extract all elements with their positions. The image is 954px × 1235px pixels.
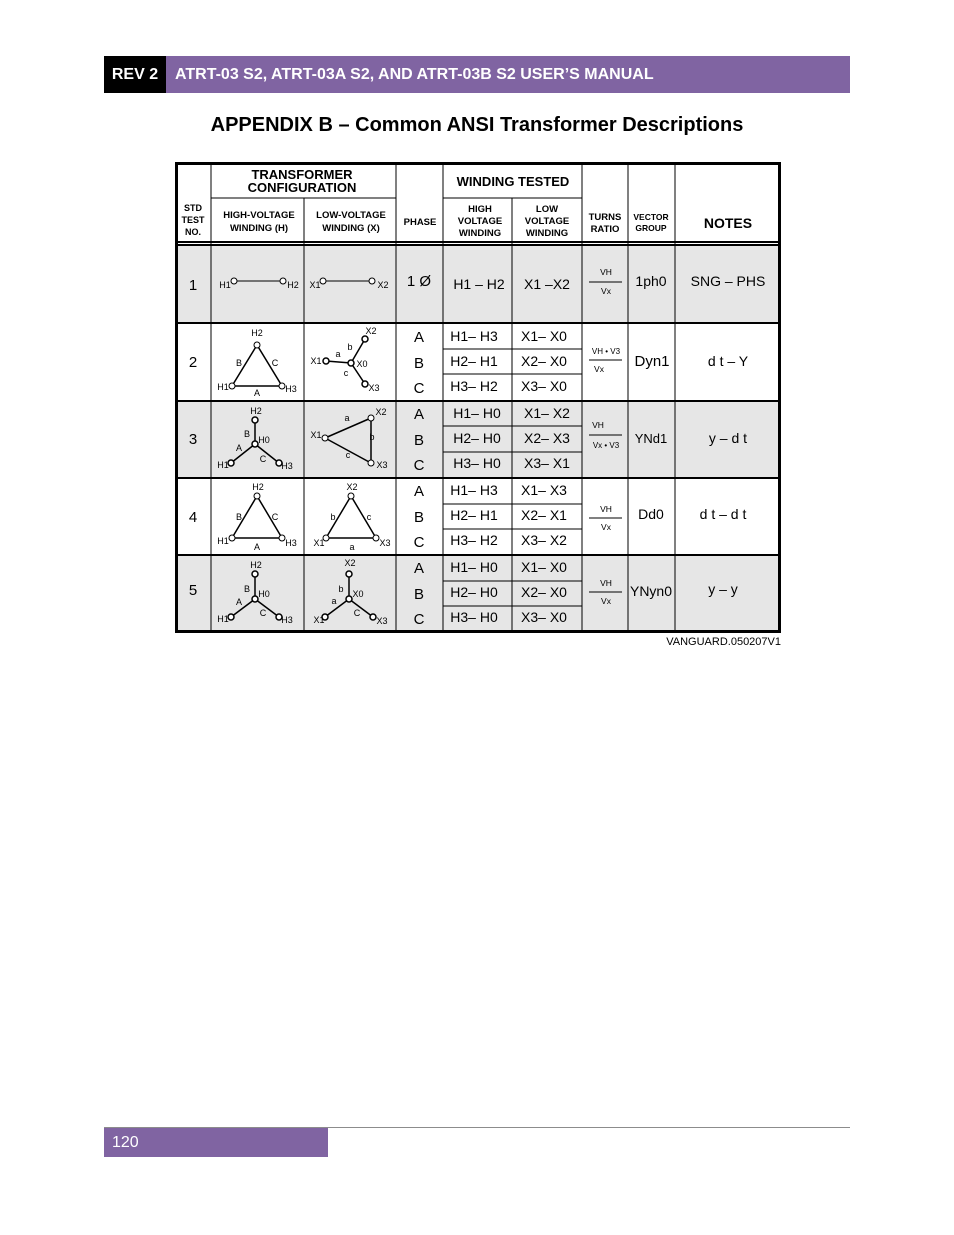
header-winding-tested: WINDING TESTED	[456, 174, 570, 189]
diagram-label: a	[349, 542, 355, 552]
diagram-label: b	[347, 342, 353, 352]
turns-ratio-numerator: VH	[592, 420, 604, 430]
header-notes: NOTES	[703, 215, 753, 231]
manual-title: ATRT-03 S2, ATRT-03A S2, AND ATRT-03B S2 USER’S MANUAL	[166, 56, 850, 93]
header-phase: PHASE	[403, 217, 437, 228]
high-winding-cell: H3– H2	[450, 378, 498, 394]
vector-group-cell: YNyn0	[629, 583, 673, 599]
diagram-label: H1	[217, 614, 229, 624]
figure-credit: VANGUARD.050207V1	[666, 636, 781, 648]
diagram-label: X1	[313, 538, 325, 548]
phase-cell: C	[413, 611, 425, 628]
diagram-label: H2	[252, 482, 264, 492]
row-number: 1	[188, 277, 198, 294]
diagram-label: A	[235, 597, 243, 607]
phase-cell: C	[413, 457, 425, 474]
high-winding-cell: H1 – H2	[453, 276, 505, 292]
turns-ratio-numerator: VH	[600, 267, 612, 277]
low-winding-cell: X1– X3	[521, 482, 567, 498]
turns-ratio-denominator: Vx • V3	[592, 441, 620, 450]
diagram-label: H1	[217, 460, 229, 470]
header-high-line3: WINDING	[458, 228, 502, 239]
diagram-label: X1	[309, 280, 321, 290]
high-winding-cell: H1– H0	[450, 559, 498, 575]
row-number: 4	[188, 509, 198, 526]
turns-ratio-numerator: VH	[600, 504, 612, 514]
diagram-label: A	[235, 443, 243, 453]
diagram-label: X3	[368, 383, 380, 393]
low-winding-cell: X2– X3	[524, 430, 570, 446]
diagram-label: B	[235, 512, 243, 522]
diagram-label: H2	[287, 280, 299, 290]
diagram-label: b	[338, 584, 344, 594]
notes-cell: y – d t	[708, 430, 748, 446]
diagram-label: X2	[377, 280, 389, 290]
page-header	[104, 56, 850, 93]
high-winding-cell: H2– H0	[453, 430, 501, 446]
diagram-label: A	[253, 388, 261, 398]
low-winding-cell: X1– X2	[524, 405, 570, 421]
header-high-line1: HIGH	[468, 204, 492, 215]
diagram-label: B	[235, 358, 243, 368]
header-low-line2: VOLTAGE	[524, 216, 570, 227]
diagram-label: H1	[217, 536, 229, 546]
diagram-label: b	[330, 512, 336, 522]
diagram-label: H2	[250, 560, 262, 570]
diagram-label: a	[335, 349, 341, 359]
diagram-label: a	[331, 596, 337, 606]
turns-ratio-numerator: VH • V3	[591, 347, 621, 356]
turns-ratio-numerator: VH	[600, 578, 612, 588]
high-winding-cell: H1– H0	[453, 405, 501, 421]
diagram-label: B	[243, 584, 251, 594]
header-hv-line2: WINDING (H)	[229, 223, 289, 234]
header-hv-line1: HIGH-VOLTAGE	[223, 210, 295, 221]
phase-cell: B	[413, 432, 425, 449]
diagram-label: b	[369, 432, 375, 442]
diagram-label: A	[253, 542, 261, 552]
diagram-label: X3	[379, 538, 391, 548]
diagram-label: X0	[356, 359, 368, 369]
hv-winding-diagram	[217, 328, 297, 398]
diagram-label: X1	[310, 430, 322, 440]
diagram-label: C	[271, 512, 279, 522]
diagram-label: C	[259, 454, 267, 464]
phase-cell: 1 Ø	[406, 273, 432, 290]
low-winding-cell: X3– X0	[521, 609, 567, 625]
table-row	[189, 326, 749, 398]
diagram-label: X1	[313, 615, 325, 625]
diagram-label: X0	[352, 589, 364, 599]
diagram-label: H2	[250, 406, 262, 416]
diagram-label: H1	[219, 280, 231, 290]
turns-ratio-denominator: Vx	[601, 286, 611, 296]
header-std-line1: STD	[184, 203, 202, 213]
diagram-label: H2	[251, 328, 263, 338]
diagram-label: X2	[346, 482, 358, 492]
diagram-label: B	[243, 429, 251, 439]
diagram-label: H0	[258, 435, 270, 445]
low-winding-cell: X3– X1	[524, 455, 570, 471]
notes-cell: d t – d t	[699, 506, 747, 522]
diagram-label: C	[353, 608, 361, 618]
diagram-label: C	[271, 358, 279, 368]
table-row	[189, 482, 747, 552]
high-winding-cell: H2– H0	[450, 584, 498, 600]
header-lv-line1: LOW-VOLTAGE	[316, 210, 386, 221]
phase-cell: A	[413, 483, 425, 500]
row-number: 2	[188, 354, 198, 371]
hv-winding-diagram	[217, 482, 297, 552]
header-vector-line1: VECTOR	[633, 212, 669, 222]
page-number: 120	[104, 1128, 328, 1157]
turns-ratio-denominator: Vx	[601, 596, 611, 606]
vector-group-cell: 1ph0	[635, 273, 667, 289]
diagram-label: H3	[285, 384, 297, 394]
diagram-label: H3	[281, 615, 293, 625]
phase-cell: C	[413, 534, 425, 551]
header-vector-line2: GROUP	[635, 223, 667, 233]
high-winding-cell: H2– H1	[450, 353, 498, 369]
page-title: APPENDIX B – Common ANSI Transformer Descriptions	[210, 114, 744, 136]
diagram-label: X1	[310, 356, 322, 366]
low-winding-cell: X3– X0	[521, 378, 567, 394]
vector-group-cell: Dd0	[638, 506, 664, 522]
phase-cell: A	[413, 560, 425, 577]
low-winding-cell: X1– X0	[521, 328, 567, 344]
phase-cell: C	[413, 380, 425, 397]
header-config-line1: TRANSFORMER	[251, 167, 353, 182]
row-number: 5	[188, 582, 198, 599]
diagram-label: X3	[376, 616, 388, 626]
phase-cell: B	[413, 355, 425, 372]
header-high-line2: VOLTAGE	[457, 216, 503, 227]
header-lv-line2: WINDING (X)	[322, 223, 380, 234]
diagram-label: a	[344, 413, 350, 423]
low-winding-cell: X1 –X2	[524, 276, 570, 292]
ansi-transformer-table	[175, 162, 781, 633]
diagram-label: H3	[285, 538, 297, 548]
phase-cell: A	[413, 329, 425, 346]
lv-winding-diagram	[310, 326, 379, 393]
low-winding-cell: X2– X0	[521, 353, 567, 369]
row-number: 3	[188, 431, 198, 448]
diagram-label: c	[343, 368, 349, 378]
high-winding-cell: H1– H3	[450, 328, 498, 344]
low-winding-cell: X1– X0	[521, 559, 567, 575]
phase-cell: A	[413, 406, 425, 423]
header-low-line3: WINDING	[525, 228, 569, 239]
header-std-line2: TEST	[181, 215, 205, 225]
low-winding-cell: X3– X2	[521, 532, 567, 548]
high-winding-cell: H3– H0	[453, 455, 501, 471]
low-winding-cell: X2– X1	[521, 507, 567, 523]
revision-label: REV 2	[104, 56, 166, 93]
turns-ratio-denominator: Vx	[601, 522, 611, 532]
diagram-label: H0	[258, 589, 270, 599]
phase-cell: B	[413, 586, 425, 603]
header-config-line2: CONFIGURATION	[247, 180, 357, 195]
diagram-label: c	[345, 450, 351, 460]
vector-group-cell: YNd1	[634, 431, 668, 446]
high-winding-cell: H3– H0	[450, 609, 498, 625]
notes-cell: SNG – PHS	[690, 273, 766, 289]
turns-ratio-denominator: Vx	[594, 364, 604, 374]
diagram-label: c	[366, 512, 372, 522]
header-std-line3: NO.	[184, 227, 202, 237]
header-low-line1: LOW	[535, 204, 559, 215]
diagram-label: H1	[217, 382, 229, 392]
header-turns-line1: TURNS	[588, 212, 622, 223]
header-turns-line2: RATIO	[590, 224, 620, 235]
diagram-label: H3	[281, 461, 293, 471]
table-header	[181, 167, 752, 239]
high-winding-cell: H3– H2	[450, 532, 498, 548]
lv-winding-diagram	[313, 482, 390, 552]
high-winding-cell: H2– H1	[450, 507, 498, 523]
high-winding-cell: H1– H3	[450, 482, 498, 498]
phase-cell: B	[413, 509, 425, 526]
low-winding-cell: X2– X0	[521, 584, 567, 600]
notes-cell: y – y	[708, 581, 738, 597]
diagram-label: X2	[375, 407, 387, 417]
diagram-label: X2	[365, 326, 377, 336]
vector-group-cell: Dyn1	[634, 353, 670, 370]
diagram-label: C	[259, 608, 267, 618]
diagram-label: X3	[376, 460, 388, 470]
notes-cell: d t – Y	[707, 353, 749, 369]
diagram-label: X2	[344, 558, 356, 568]
